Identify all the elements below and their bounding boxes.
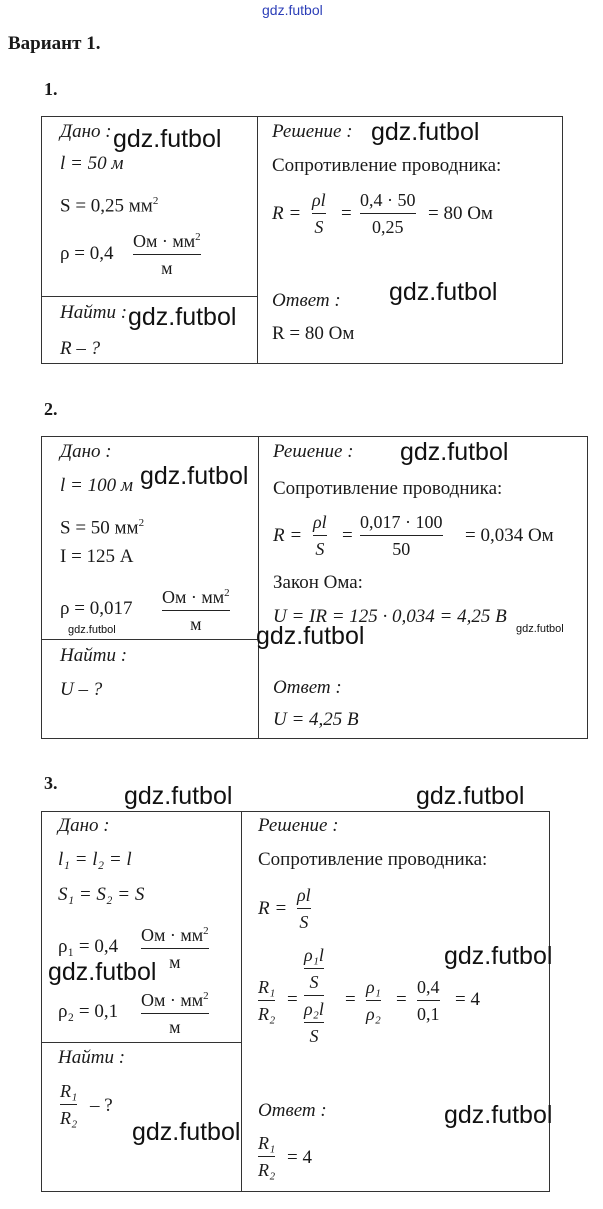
p1-values-fraction: 0,4 · 50 0,25	[360, 190, 416, 237]
watermark: gdz.futbol	[256, 622, 365, 650]
watermark: gdz.futbol	[124, 782, 233, 810]
p3-ratio-R: R₁ R₂	[258, 977, 276, 1024]
p3-R-equals: R =	[258, 898, 288, 919]
problem-2-given-divider	[41, 639, 259, 640]
p2-find-label: Найти :	[60, 645, 128, 666]
p3-solution-label: Решение :	[258, 815, 339, 836]
p3-find-suffix: – ?	[90, 1095, 113, 1116]
p1-resistivity-unit: Ом · $мм^2$ м	[133, 231, 201, 278]
problem-3-number: 3.	[44, 773, 58, 793]
p3-answer-ratio: R₁ R₂	[258, 1133, 276, 1180]
watermark: gdz.futbol	[113, 125, 222, 153]
p3-resistivity-2: ρ₂ = 0,1	[58, 1001, 119, 1022]
watermark: gdz.futbol	[400, 438, 509, 466]
p3-areas: S₁ = S₂ = S	[58, 884, 145, 905]
p2-result: = 0,034 Ом	[465, 525, 554, 546]
p3-given-label: Дано :	[58, 815, 110, 836]
p3-eq-1: =	[287, 989, 298, 1010]
watermark-small: gdz.futbol	[68, 624, 116, 636]
problem-1-number: 1.	[44, 79, 58, 99]
p2-area: S = 50 $мм^2$	[60, 517, 145, 539]
p1-formula-fraction: ρl S	[312, 190, 326, 237]
p3-resistivity-2-unit: Ом · $мм^2$ м	[141, 990, 209, 1037]
p3-answer-label: Ответ :	[258, 1100, 327, 1121]
problem-2-divider	[258, 436, 259, 739]
p3-lengths: l₁ = l₂ = l	[58, 849, 132, 870]
p2-given-label: Дано :	[60, 441, 112, 462]
p2-ohm-law-heading: Закон Ома:	[273, 572, 363, 593]
p1-answer-label: Ответ :	[272, 290, 341, 311]
problem-1-divider	[257, 116, 258, 364]
problem-3-divider	[241, 811, 242, 1192]
watermark: gdz.futbol	[371, 118, 480, 146]
p1-equals-sign: =	[341, 203, 352, 224]
p2-resistance-heading: Сопротивление проводника:	[273, 478, 503, 499]
watermark: gdz.futbol	[132, 1118, 241, 1146]
p1-result: = 80 Ом	[428, 203, 493, 224]
p1-given-label: Дано :	[60, 121, 112, 142]
p2-length: l = 100 м	[60, 475, 133, 496]
p2-voltage-calc: U = IR = 125 · 0,034 = 4,25 В	[273, 606, 507, 627]
site-watermark-top[interactable]: gdz.futbol	[262, 2, 323, 18]
p1-length: l = 50 м	[60, 153, 124, 174]
p3-find-ratio: R₁ R₂	[60, 1081, 78, 1128]
watermark: gdz.futbol	[389, 278, 498, 306]
p2-solution-label: Решение :	[273, 441, 354, 462]
p2-formula-fraction: ρl S	[313, 512, 327, 559]
p1-solution-label: Решение :	[272, 121, 353, 142]
p3-values-fraction: 0,4 0,1	[417, 977, 440, 1024]
p2-answer: U = 4,25 В	[273, 709, 359, 730]
p1-resistance-heading: Сопротивление проводника:	[272, 155, 502, 176]
watermark: gdz.futbol	[416, 782, 525, 810]
p1-resistivity: ρ = 0,4	[60, 243, 114, 264]
watermark: gdz.futbol	[140, 462, 249, 490]
p1-find-label: Найти :	[60, 302, 128, 323]
p2-R-equals: R =	[273, 525, 303, 546]
variant-title: Вариант 1.	[8, 33, 101, 54]
p3-eq-3: =	[396, 989, 407, 1010]
p3-resistivity-1: ρ₁ = 0,4	[58, 936, 119, 957]
p1-find-value: R – ?	[60, 338, 101, 359]
p3-find-label: Найти :	[58, 1047, 126, 1068]
watermark-small: gdz.futbol	[516, 623, 564, 635]
p3-formula-fraction: ρl S	[297, 885, 311, 932]
p3-result: = 4	[455, 989, 480, 1010]
p2-values-fraction: 0,017 · 100 50	[360, 512, 443, 559]
p2-answer-label: Ответ :	[273, 677, 342, 698]
p2-current: I = 125 А	[60, 546, 134, 567]
watermark: gdz.futbol	[444, 942, 553, 970]
watermark: gdz.futbol	[444, 1101, 553, 1129]
problem-1-given-divider	[41, 296, 258, 297]
p3-answer-result: = 4	[287, 1147, 312, 1168]
p3-resistance-heading: Сопротивление проводника:	[258, 849, 488, 870]
p3-rho-ratio: ρ₁ ρ₂	[366, 977, 381, 1024]
p2-resistivity-unit: Ом · $мм^2$ м	[162, 587, 230, 634]
p1-answer: R = 80 Ом	[272, 323, 355, 344]
problem-3-given-divider	[41, 1042, 242, 1043]
p2-find-value: U – ?	[60, 679, 103, 700]
p3-eq-2: =	[345, 989, 356, 1010]
p1-area: S = 0,25 $мм^2$	[60, 195, 159, 217]
problem-2-number: 2.	[44, 399, 58, 419]
p2-resistivity: ρ = 0,017	[60, 598, 133, 619]
p3-resistivity-1-unit: Ом · $мм^2$ м	[141, 925, 209, 972]
p2-equals-sign: =	[342, 525, 353, 546]
p1-R-equals: R =	[272, 203, 302, 224]
watermark: gdz.futbol	[48, 958, 157, 986]
p3-compound-fraction: ρ₁l S ρ₂l S	[304, 945, 324, 1046]
watermark: gdz.futbol	[128, 303, 237, 331]
